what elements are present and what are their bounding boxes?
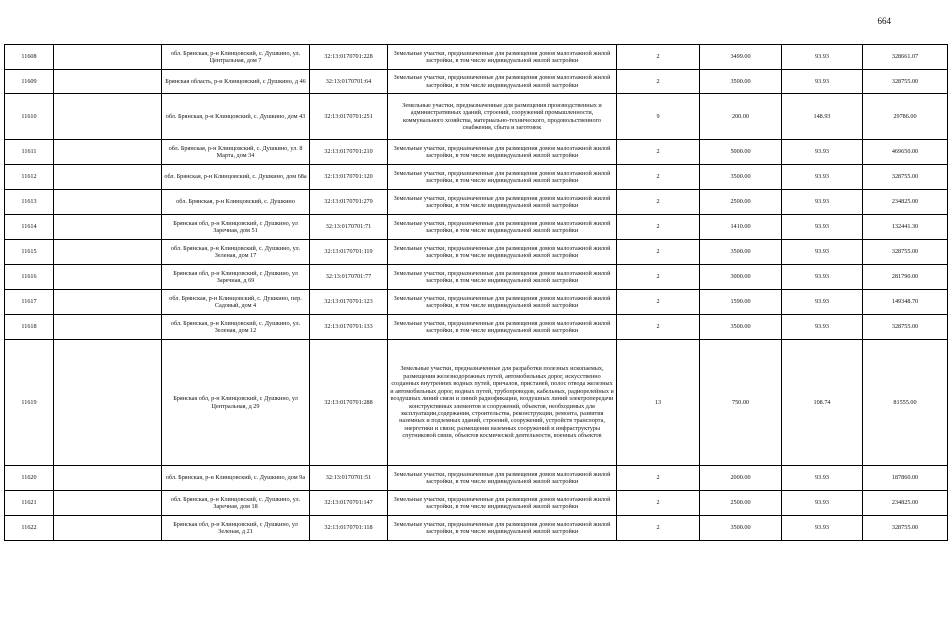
row-blank [54,340,162,466]
row-cadastral-value: 328755.00 [863,70,948,94]
row-land-use: Земельные участки, предназначенные для размещения домов малоэтажной жилой застройки, в том числе индивидуальной жилой застройки [388,265,617,290]
row-address: Брянская обл, р-н Клинцовский, с Душкино, ул Центральная, д 29 [162,340,310,466]
row-land-use: Земельные участки, предназначенные для размещения домов малоэтажной жилой застройки, в том числе индивидуальной жилой застройки [388,466,617,491]
row-specific-value: 93.93 [782,45,863,70]
row-group-code: 2 [617,290,700,315]
row-group-code: 2 [617,45,700,70]
table-row [5,290,948,315]
table-row [5,45,948,70]
row-address: обл. Брянская, р-н Клинцовский, с. Душкино, ул. Центральная, дом 7 [162,45,310,70]
row-address: обл. Брянская, р-н Клинцовский, с. Душкино, дом 68а [162,165,310,190]
row-blank [54,315,162,340]
row-address: Брянская обл, р-н Клинцовский, с Душкино, ул Заречная, дом 51 [162,215,310,240]
row-blank [54,240,162,265]
row-id: 11616 [5,265,54,290]
row-id: 11621 [5,491,54,516]
row-group-code: 2 [617,190,700,215]
row-blank [54,94,162,140]
table-row [5,215,948,240]
row-land-use: Земельные участки, предназначенные для размещения домов малоэтажной жилой застройки, в том числе индивидуальной жилой застройки [388,240,617,265]
row-area: 3499.00 [700,45,782,70]
row-specific-value: 93.93 [782,165,863,190]
row-area: 2500.00 [700,491,782,516]
row-specific-value: 93.93 [782,215,863,240]
row-id: 11613 [5,190,54,215]
row-area: 750.00 [700,340,782,466]
row-cadastral-value: 149348.70 [863,290,948,315]
row-area: 1410.00 [700,215,782,240]
row-cadastral-value: 328755.00 [863,165,948,190]
row-address: Брянская область, р-н Клинцовский, с Душкино, д 46 [162,70,310,94]
row-cadastral-value: 328755.00 [863,516,948,541]
row-cadastral-number: 32:13:0170701:279 [310,190,388,215]
row-address: обл. Брянская, р-н Клинцовский, с. Душкино, ул. Заречная, дом 18 [162,491,310,516]
row-land-use: Земельные участки, предназначенные для размещения домов малоэтажной жилой застройки, в том числе индивидуальной жилой застройки [388,315,617,340]
row-land-use: Земельные участки, предназначенные для размещения производственных и административных зданий, строений, сооружений промышленности, коммунального хозяйства, материально-технического, продовольственного снабжения, сбыта и заготовок [388,94,617,140]
row-specific-value: 93.93 [782,70,863,94]
row-blank [54,290,162,315]
row-cadastral-number: 32:13:0170701:51 [310,466,388,491]
table-row [5,240,948,265]
row-specific-value: 93.93 [782,315,863,340]
row-blank [54,215,162,240]
row-cadastral-number: 32:13:0170701:228 [310,45,388,70]
row-area: 3500.00 [700,516,782,541]
row-id: 11618 [5,315,54,340]
row-id: 11622 [5,516,54,541]
row-group-code: 2 [617,70,700,94]
row-cadastral-value: 132441.30 [863,215,948,240]
row-cadastral-value: 328755.00 [863,315,948,340]
row-id: 11614 [5,215,54,240]
row-cadastral-number: 32:13:0170701:288 [310,340,388,466]
row-blank [54,516,162,541]
row-area: 1590.00 [700,290,782,315]
row-id: 11617 [5,290,54,315]
row-specific-value: 108.74 [782,340,863,466]
row-address: обл. Брянская, р-н Клинцовский, с. Душкино, ул. Зеленая, дом 12 [162,315,310,340]
row-area: 3500.00 [700,70,782,94]
row-area: 5000.00 [700,140,782,165]
row-id: 11619 [5,340,54,466]
row-address: обл. Брянская, р-н Клинцовский, с. Душкино, дом 9а [162,466,310,491]
table-row [5,491,948,516]
row-area: 3500.00 [700,240,782,265]
row-id: 11612 [5,165,54,190]
row-address: Брянская обл, р-н Клинцовский, с Душкино, ул Зеленая, д 21 [162,516,310,541]
row-address: обл. Брянская, р-н Клинцовский, с. Душкино, ул. 8 Марта, дом 34 [162,140,310,165]
row-land-use: Земельные участки, предназначенные для размещения домов малоэтажной жилой застройки, в том числе индивидуальной жилой застройки [388,70,617,94]
table-row [5,340,948,466]
table-row [5,466,948,491]
row-blank [54,165,162,190]
row-group-code: 2 [617,491,700,516]
row-blank [54,491,162,516]
row-cadastral-number: 32:13:0170701:77 [310,265,388,290]
row-group-code: 2 [617,265,700,290]
row-blank [54,140,162,165]
row-id: 11608 [5,45,54,70]
row-cadastral-value: 281790.00 [863,265,948,290]
table-row [5,516,948,541]
row-area: 3000.00 [700,265,782,290]
row-land-use: Земельные участки, предназначенные для размещения домов малоэтажной жилой застройки, в том числе индивидуальной жилой застройки [388,140,617,165]
row-cadastral-number: 32:13:0170701:119 [310,240,388,265]
row-cadastral-number: 32:13:0170701:120 [310,165,388,190]
row-group-code: 2 [617,140,700,165]
row-land-use: Земельные участки, предназначенные для разработки полезных ископаемых, размещения железнодорожных путей, автомобильных дорог, искусственно созданных внутренних водных путей, причалов, пристаней, полос отвода железных и автомобильных дорог, водных путей, трубопроводов, кабельных, радиорелейных и воздушных линий связи и линий радиофикации, воздушных линий электропередачи конструктивных элементов и сооружений, объектов, необходимых для эксплуатации,содержания, строительства, реконструкции, ремонта, развития наземных и подземных зданий, строений, сооружений, устройств транспорта, энергетики и связи; размещения наземных сооружений и инфраструктуры спутниковой связи, объектов космической деятельности, военных объектов [388,340,617,466]
row-group-code: 2 [617,516,700,541]
row-cadastral-number: 32:13:0170701:147 [310,491,388,516]
row-blank [54,466,162,491]
row-id: 11615 [5,240,54,265]
table-row [5,190,948,215]
row-area: 2500.00 [700,190,782,215]
row-group-code: 2 [617,466,700,491]
row-group-code: 2 [617,165,700,190]
row-specific-value: 93.93 [782,190,863,215]
row-specific-value: 93.93 [782,240,863,265]
row-land-use: Земельные участки, предназначенные для размещения домов малоэтажной жилой застройки, в том числе индивидуальной жилой застройки [388,45,617,70]
row-id: 11620 [5,466,54,491]
row-cadastral-value: 29786.00 [863,94,948,140]
row-group-code: 2 [617,315,700,340]
row-cadastral-number: 32:13:0170701:118 [310,516,388,541]
row-cadastral-value: 328755.00 [863,240,948,265]
table-row [5,70,948,94]
row-address: обл. Брянская, р-н Клинцовский, с. Душкино, ул. Зеленая, дом 17 [162,240,310,265]
row-address: обл. Брянская, р-н Клинцовский, с. Душкино [162,190,310,215]
row-cadastral-value: 469650.00 [863,140,948,165]
row-cadastral-value: 234825.00 [863,491,948,516]
row-cadastral-value: 187860.00 [863,466,948,491]
table-row [5,94,948,140]
row-group-code: 13 [617,340,700,466]
row-cadastral-number: 32:13:0170701:123 [310,290,388,315]
row-land-use: Земельные участки, предназначенные для размещения домов малоэтажной жилой застройки, в том числе индивидуальной жилой застройки [388,165,617,190]
row-specific-value: 93.93 [782,516,863,541]
row-area: 3500.00 [700,315,782,340]
table-row [5,315,948,340]
cadastral-value-table [4,44,948,541]
row-blank [54,190,162,215]
row-specific-value: 148.93 [782,94,863,140]
row-blank [54,265,162,290]
row-specific-value: 93.93 [782,265,863,290]
row-specific-value: 93.93 [782,140,863,165]
table-row [5,165,948,190]
row-cadastral-number: 32:13:0170701:251 [310,94,388,140]
row-id: 11611 [5,140,54,165]
row-specific-value: 93.93 [782,491,863,516]
row-specific-value: 93.93 [782,466,863,491]
row-group-code: 2 [617,240,700,265]
row-cadastral-value: 234825.00 [863,190,948,215]
row-id: 11609 [5,70,54,94]
row-area: 2000.00 [700,466,782,491]
row-land-use: Земельные участки, предназначенные для размещения домов малоэтажной жилой застройки, в том числе индивидуальной жилой застройки [388,215,617,240]
row-group-code: 2 [617,215,700,240]
row-address: Брянская обл, р-н Клинцовский, с Душкино, ул Заречная, д 69 [162,265,310,290]
row-cadastral-value: 81555.00 [863,340,948,466]
row-blank [54,70,162,94]
row-area: 200.00 [700,94,782,140]
row-group-code: 9 [617,94,700,140]
row-address: обл. Брянская, р-н Клинцовский, с. Душкино, дом 43 [162,94,310,140]
row-cadastral-number: 32:13:0170701:71 [310,215,388,240]
row-land-use: Земельные участки, предназначенные для размещения домов малоэтажной жилой застройки, в том числе индивидуальной жилой застройки [388,516,617,541]
row-cadastral-number: 32:13:0170701:133 [310,315,388,340]
row-blank [54,45,162,70]
row-area: 3500.00 [700,165,782,190]
table-row [5,140,948,165]
row-land-use: Земельные участки, предназначенные для размещения домов малоэтажной жилой застройки, в том числе индивидуальной жилой застройки [388,290,617,315]
row-address: обл. Брянская, р-н Клинцовский, с. Душкино, пер. Садовый, дом 4 [162,290,310,315]
row-cadastral-number: 32:13:0170701:210 [310,140,388,165]
row-land-use: Земельные участки, предназначенные для размещения домов малоэтажной жилой застройки, в том числе индивидуальной жилой застройки [388,491,617,516]
table-row [5,265,948,290]
row-id: 11610 [5,94,54,140]
row-cadastral-number: 32:13:0170701:64 [310,70,388,94]
row-cadastral-value: 328661.07 [863,45,948,70]
page-number: 664 [877,16,891,26]
row-specific-value: 93.93 [782,290,863,315]
row-land-use: Земельные участки, предназначенные для размещения домов малоэтажной жилой застройки, в том числе индивидуальной жилой застройки [388,190,617,215]
